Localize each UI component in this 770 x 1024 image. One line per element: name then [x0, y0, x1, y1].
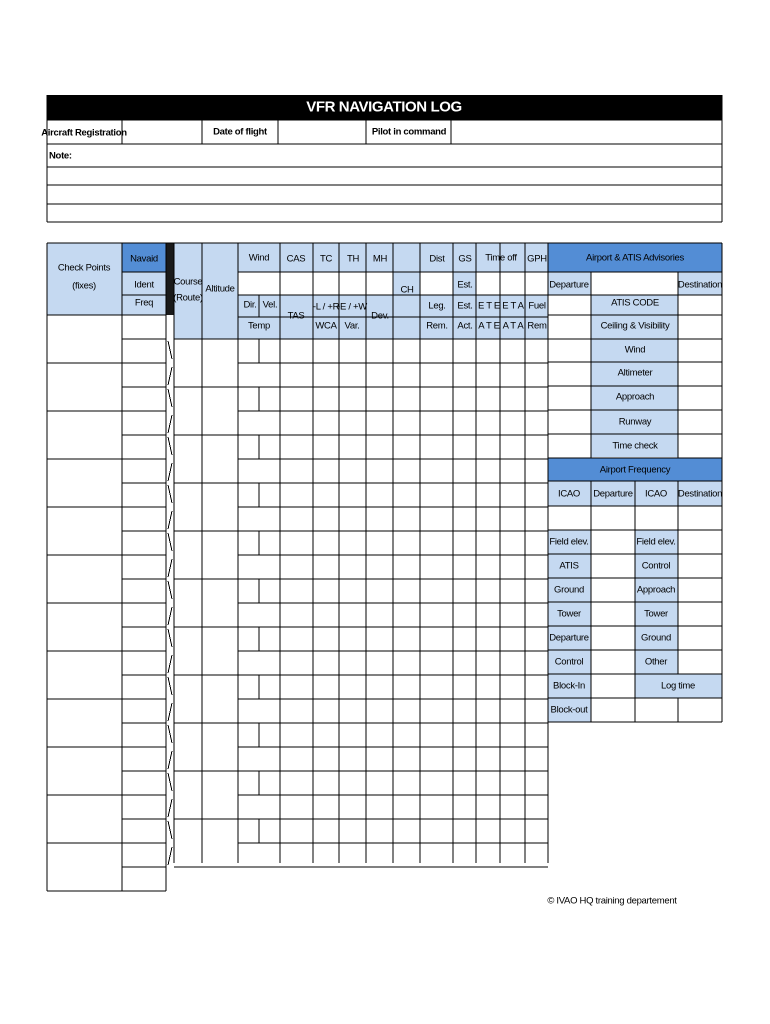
- freq-left-item: Departure: [549, 632, 589, 644]
- act-label: Act.: [457, 320, 473, 332]
- ata-label: A T A: [502, 320, 524, 332]
- freq-label: Freq: [134, 297, 154, 309]
- freq-icao1-label: ICAO: [557, 488, 581, 500]
- freq-right-item: Other: [644, 656, 668, 668]
- eta-label: E T A: [502, 300, 524, 312]
- freq-departure-label: Departure: [593, 488, 633, 500]
- route-label: (Route): [173, 292, 203, 304]
- wca-sign-label: -L / +R: [312, 301, 340, 313]
- page-title: VFR NAVIGATION LOG: [306, 98, 462, 116]
- advisories-header: Airport & ATIS Advisories: [586, 252, 684, 264]
- freq-icao2-label: ICAO: [644, 488, 668, 500]
- dev-label: Dev.: [371, 310, 389, 322]
- grid-line: [168, 415, 172, 433]
- ete-label: E T E: [478, 300, 500, 312]
- grid-line: [168, 821, 172, 839]
- footer-credit: © IVAO HQ training departement: [547, 895, 677, 907]
- note-label: Note:: [49, 150, 72, 162]
- pilot-in-command-label: Pilot in command: [371, 126, 447, 138]
- adv-destination-label: Destination: [677, 279, 723, 291]
- gph-label: GPH: [527, 253, 547, 265]
- ident-label: Ident: [134, 279, 154, 291]
- freq-right-item: Tower: [644, 608, 668, 620]
- course-label: Course: [173, 276, 203, 288]
- freq-right-item: Control: [641, 560, 671, 572]
- dist-label: Dist: [429, 253, 445, 265]
- vel-label: Vel.: [262, 299, 278, 311]
- freq-destination-label: Destination: [677, 488, 723, 500]
- freq-right-item: Ground: [641, 632, 671, 644]
- grid-line: [168, 533, 172, 551]
- navaid-label: Navaid: [130, 253, 158, 265]
- grid-line: [168, 559, 172, 577]
- adv-item: Time check: [612, 440, 658, 452]
- grid-line: [168, 703, 172, 721]
- fuel-label: Fuel: [528, 300, 546, 312]
- frequency-header: Airport Frequency: [599, 464, 671, 476]
- freq-left-item: Block-out: [550, 704, 588, 716]
- grid-line: [168, 629, 172, 647]
- grid-line: [168, 389, 172, 407]
- grid-line: [168, 751, 172, 769]
- th-label: TH: [346, 253, 360, 265]
- freq-left-item: Control: [554, 656, 584, 668]
- mh-label: MH: [372, 253, 388, 265]
- tas-label: TAS: [287, 310, 305, 322]
- altitude-label: Altitude: [205, 283, 235, 295]
- fixes-label: (fixes): [72, 280, 96, 292]
- var-label: Var.: [344, 320, 360, 332]
- grid-line: [168, 485, 172, 503]
- wca-label: WCA: [315, 320, 337, 332]
- freq-left-item: ATIS: [559, 560, 579, 572]
- grid-line: [168, 437, 172, 455]
- grid-line: [168, 463, 172, 481]
- time-off-label: Time off: [485, 252, 517, 264]
- check-points-header-fill: [47, 243, 122, 315]
- log-time-label: Log time: [660, 680, 696, 692]
- adv-item: Altimeter: [617, 367, 653, 379]
- temp-label: Temp: [247, 320, 271, 332]
- dir-label: Dir.: [243, 299, 257, 311]
- var-sign-label: -E / +W: [337, 301, 367, 313]
- tc-label: TC: [319, 253, 333, 265]
- ate-label: A T E: [478, 320, 500, 332]
- grid-line: [168, 581, 172, 599]
- grid-line: [168, 677, 172, 695]
- gs-est2-label: Est.: [457, 300, 473, 312]
- rem-label: Rem.: [426, 320, 448, 332]
- grid-line: [168, 607, 172, 625]
- freq-left-item: Tower: [557, 608, 581, 620]
- adv-item: ATIS CODE: [611, 297, 659, 309]
- grid-line: [168, 511, 172, 529]
- fuel-rem-label: Rem: [527, 320, 547, 332]
- grid-line: [168, 847, 172, 865]
- freq-left-item: Field elev.: [549, 536, 589, 548]
- leg-label: Leg.: [428, 300, 446, 312]
- freq-right-item: Approach: [636, 584, 676, 596]
- grid-line: [168, 773, 172, 791]
- freq-right-item: Field elev.: [636, 536, 676, 548]
- ch-label: CH: [400, 284, 414, 296]
- grid-line: [168, 725, 172, 743]
- grid-line: [168, 655, 172, 673]
- aircraft-registration-label: Aircraft Registration: [41, 127, 127, 139]
- adv-item: Approach: [615, 391, 655, 403]
- adv-item: Wind: [624, 344, 646, 356]
- date-of-flight-label: Date of flight: [213, 126, 267, 138]
- cas-label: CAS: [286, 253, 306, 265]
- gs-est1-label: Est.: [457, 279, 473, 291]
- adv-item: Ceiling & Visibility: [600, 320, 670, 332]
- grid-line: [168, 367, 172, 385]
- wind-label: Wind: [248, 252, 270, 264]
- freq-left-item: Ground: [554, 584, 584, 596]
- check-points-label: Check Points: [57, 262, 111, 274]
- grid-line: [168, 341, 172, 359]
- grid-line: [168, 799, 172, 817]
- gs-label: GS: [458, 253, 472, 265]
- freq-left-item: Block-In: [553, 680, 585, 692]
- adv-departure-label: Departure: [549, 279, 589, 291]
- adv-item: Runway: [618, 416, 652, 428]
